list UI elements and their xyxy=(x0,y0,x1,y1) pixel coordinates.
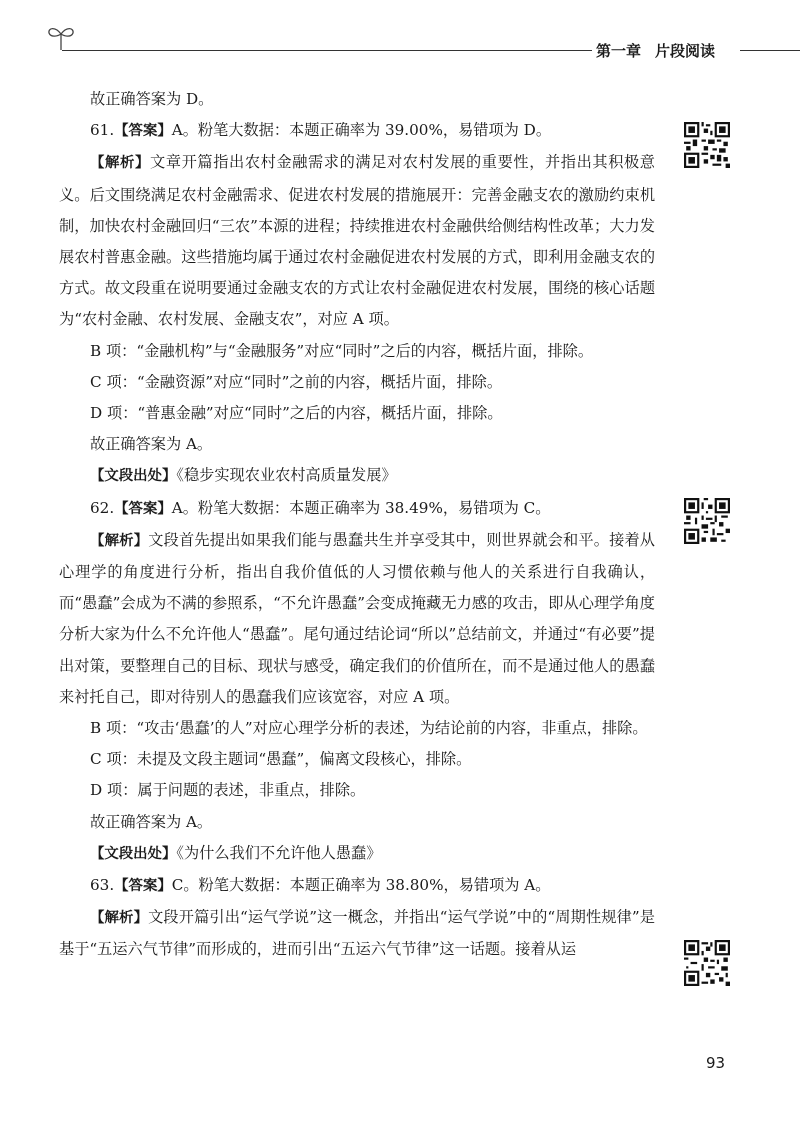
answer-text: A。粉笔大数据：本题正确率为 38.49%，易错项为 C。 xyxy=(171,498,551,517)
paragraph: 故正确答案为 A。 xyxy=(90,435,213,454)
analysis-text: 文章开篇指出农村金融需求的满足对农村发展的重要性，并指出其积极意义。后文围绕满足农村金融需求、促进农村发展的措施展开：完善金融支农的激励约束机制，加快农村金融回归“三农”本源的进程；持续推进农村金融供给侧结构性改革；大力发展农村普惠金融。这些措施均属于通过农村金融促进农村发展的方式，即利用金融支农的方式。故文段重在说明要通过金融支农的方式让农村金融促进农村发展，围绕的核心话题为“农村金融、农村发展、金融支农”，对应 A 项。 xyxy=(59,153,655,329)
paragraph: B 项：“攻击‘愚蠢’的人”对应心理学分析的表述，为结论前的内容，非重点，排除。 xyxy=(90,719,648,738)
paragraph: D 项：属于问题的表述，非重点，排除。 xyxy=(90,781,366,800)
analysis-label: 【解析】 xyxy=(90,155,151,172)
question-62-source xyxy=(59,838,655,870)
answer-text: A。粉笔大数据：本题正确率为 39.00%，易错项为 D。 xyxy=(171,121,552,140)
analysis-text: 文段首先提出如果我们能与愚蠢共生并享受其中，则世界就会和平。接着从心理学的角度进行分析，指出自我价值低的人习惯依赖与他人的关系进行自我确认，而“愚蠢”会成为不满的参照系，“不允许愚蠢”会变成掩藏无力感的攻击，即从心理学角度分析大家为什么不允许他人“愚蠢”。尾句通过结论词“所以”总结前文，并通过“有必要”提出对策，要整理自己的目标、现状与感受，确定我们的价值所在，而不是通过他人的愚蠢来衬托自己，即对待别人的愚蠢我们应该宽容，对应 A 项。 xyxy=(59,530,655,706)
header-rule-right xyxy=(740,50,800,51)
paragraph: B 项：“金融机构”与“金融服务”对应“同时”之后的内容，概括片面，排除。 xyxy=(90,341,594,360)
question-61-answer xyxy=(59,115,655,147)
question-number: 63. xyxy=(90,876,115,895)
page-header xyxy=(0,0,800,70)
analysis-label: 【解析】 xyxy=(90,532,149,549)
paragraph: 故正确答案为 A。 xyxy=(90,812,213,831)
answer-label: 【答案】 xyxy=(114,500,172,517)
answer-text: C。粉笔大数据：本题正确率为 38.80%，易错项为 A。 xyxy=(171,876,551,895)
answer-label: 【答案】 xyxy=(114,123,172,140)
question-61-analysis xyxy=(59,147,655,335)
paragraph: D 项：“普惠金融”对应“同时”之后的内容，概括片面，排除。 xyxy=(90,404,503,423)
paragraph: C 项：“金融资源”对应“同时”之前的内容，概括片面，排除。 xyxy=(90,372,503,391)
source-label: 【文段出处】 xyxy=(90,845,177,862)
paragraph: C 项：未提及文段主题词“愚蠢”，偏离文段核心，排除。 xyxy=(90,750,472,769)
source-text: 《稳步实现农业农村高质量发展》 xyxy=(176,466,397,485)
qr-code-icon[interactable] xyxy=(684,122,730,168)
question-number: 61. xyxy=(90,121,115,140)
analysis-text: 文段开篇引出“运气学说”这一概念，并指出“运气学说”中的“周期性规律”是基于“五运六气节律”而形成的，进而引出“五运六气节律”这一话题。接着从运 xyxy=(59,908,655,959)
answer-label: 【答案】 xyxy=(114,878,172,895)
chapter-title xyxy=(596,40,715,61)
qr-code-icon[interactable] xyxy=(684,498,730,544)
qr-code-icon[interactable] xyxy=(684,940,730,986)
question-61-source xyxy=(59,460,655,492)
source-label: 【文段出处】 xyxy=(90,468,177,485)
sprout-icon xyxy=(46,22,76,52)
header-rule-left xyxy=(62,50,592,51)
question-63-answer xyxy=(59,870,655,902)
section-title: 片段阅读 xyxy=(655,42,716,60)
source-text: 《为什么我们不允许他人愚蠢》 xyxy=(176,843,382,862)
analysis-label: 【解析】 xyxy=(90,910,149,927)
question-63-analysis xyxy=(59,902,655,965)
page-number: 93 xyxy=(706,1054,726,1072)
question-number: 62. xyxy=(90,498,115,517)
question-62-answer xyxy=(59,493,655,525)
question-62-analysis xyxy=(59,525,655,713)
paragraph: 故正确答案为 D。 xyxy=(90,90,214,108)
page-content xyxy=(59,84,655,966)
chapter-number: 第一章 xyxy=(596,42,642,60)
